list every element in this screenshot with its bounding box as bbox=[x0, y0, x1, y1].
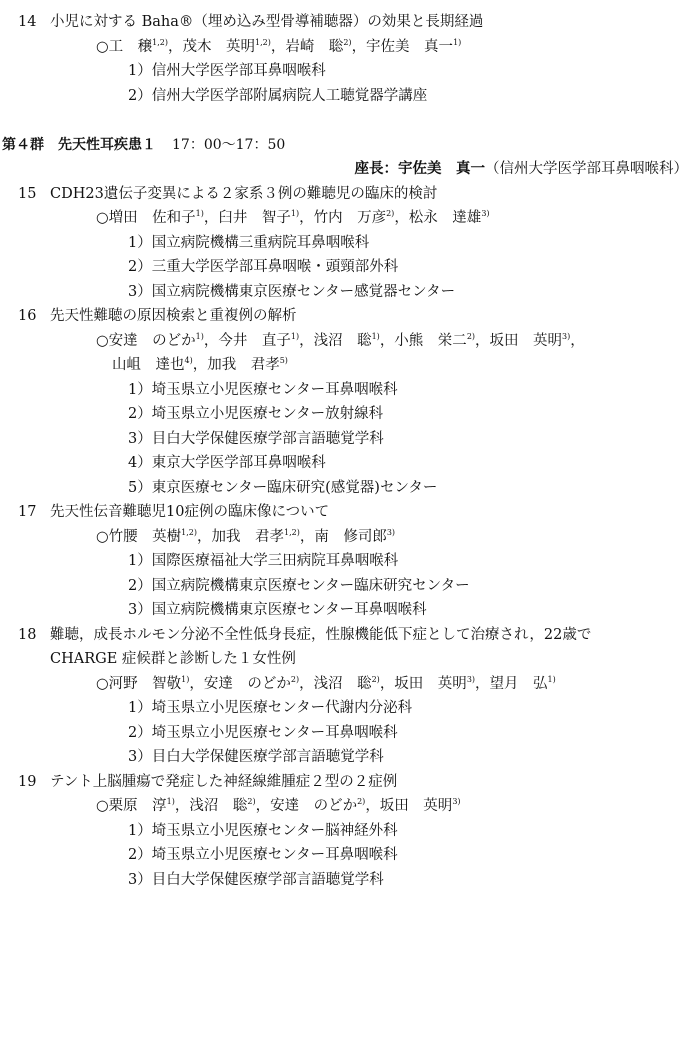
author-name: ，臼井 智子 bbox=[203, 210, 291, 226]
author-name: ，坂田 英明 bbox=[365, 798, 453, 814]
presentation-number: 14 bbox=[18, 14, 37, 30]
session-time: 17：00〜17：50 bbox=[172, 136, 286, 153]
author-name: ○工 穣 bbox=[96, 38, 153, 55]
author-name: ，浅沼 聡 bbox=[174, 798, 248, 814]
author-line bbox=[0, 794, 700, 819]
affiliation: 4）東京大学医学部耳鼻咽喉科 bbox=[128, 455, 326, 471]
presentation-title bbox=[0, 623, 700, 648]
affiliation: 2）信州大学医学部附属病院人工聴覚器学講座 bbox=[128, 87, 428, 104]
author-name: ，小熊 栄二 bbox=[379, 332, 467, 349]
author-name: ，南 修司郎 bbox=[299, 528, 387, 545]
affiliation-marker: 2) bbox=[466, 331, 476, 341]
affiliation: 2）国立病院機構東京医療センター臨床研究センター bbox=[128, 577, 470, 594]
affiliation-marker: 3) bbox=[452, 797, 461, 806]
affiliation: 3）目白大学保健医療学部言語聴覚学科 bbox=[128, 430, 384, 447]
presentation-title-text: 先天性伝音難聴児10症例の臨床像について bbox=[50, 504, 330, 520]
program-page bbox=[0, 10, 700, 892]
presentation-number: 18 bbox=[18, 626, 37, 643]
presentation-title bbox=[0, 500, 700, 525]
author-separator: ， bbox=[570, 332, 585, 349]
affiliation: 2）埼玉県立小児医療センター放射線科 bbox=[128, 406, 384, 422]
presentation-number: 16 bbox=[18, 308, 37, 324]
presentation-title-continued: CHARGE 症候群と診断した１女性例 bbox=[50, 651, 296, 667]
affiliation: 5）東京医療センター臨床研究(感覚器)センター bbox=[128, 479, 438, 496]
author-name: ，岩崎 聡 bbox=[270, 38, 344, 55]
affiliation: 3）目白大学保健医療学部言語聴覚学科 bbox=[128, 749, 384, 765]
affiliation: 3）目白大学保健医療学部言語聴覚学科 bbox=[128, 871, 384, 888]
presentation-title bbox=[0, 10, 700, 35]
author-line bbox=[0, 206, 700, 231]
author-name: ，安達 のどか bbox=[255, 798, 358, 814]
affiliation-marker: 2) bbox=[371, 674, 380, 684]
affiliation-marker: 1,2) bbox=[152, 37, 168, 47]
affiliation: 2）埼玉県立小児医療センター耳鼻咽喉科 bbox=[128, 724, 398, 741]
chair-label: 座長：宇佐美 真一 bbox=[354, 161, 485, 177]
affiliation-marker: 1) bbox=[371, 331, 380, 341]
affiliation: 2）埼玉県立小児医療センター耳鼻咽喉科 bbox=[128, 847, 398, 863]
presentation-title-text: 小児に対する Baha®（埋め込み型骨導補聴器）の効果と長期経過 bbox=[50, 14, 484, 30]
affiliation-marker: 4) bbox=[184, 356, 193, 365]
affiliation-marker: 3) bbox=[386, 527, 396, 537]
author-name: ，松永 達雄 bbox=[394, 210, 482, 226]
affiliation-marker: 1) bbox=[547, 674, 556, 684]
author-line bbox=[0, 353, 700, 378]
affiliation-marker: 1) bbox=[290, 209, 300, 218]
author-line bbox=[0, 672, 700, 697]
affiliation-marker: 1,2) bbox=[181, 527, 197, 537]
affiliation-marker: 3) bbox=[481, 209, 490, 218]
presentation-title-text: 難聴，成長ホルモン分泌不全性低身長症，性腺機能低下症として治療され，22歳で bbox=[50, 626, 592, 643]
author-name: ，今井 直子 bbox=[203, 332, 291, 349]
affiliation: 1）国立病院機構三重病院耳鼻咽喉科 bbox=[128, 234, 370, 251]
affiliation-marker: 1) bbox=[195, 209, 204, 218]
author-name: ，加我 君孝 bbox=[197, 528, 284, 545]
affiliation: 1）埼玉県立小児医療センター代謝内分泌科 bbox=[128, 700, 413, 716]
affiliation: 1）国際医療福祉大学三田病院耳鼻咽喉科 bbox=[128, 553, 399, 569]
affiliation: 3）国立病院機構東京医療センター耳鼻咽喉科 bbox=[128, 602, 427, 618]
presentation-number: 15 bbox=[18, 185, 37, 202]
author-line bbox=[0, 329, 700, 354]
affiliation-marker: 1) bbox=[453, 37, 462, 47]
presentation-title bbox=[0, 304, 700, 329]
presentation-title bbox=[0, 182, 700, 207]
affiliation-marker: 3) bbox=[466, 674, 476, 684]
author-name: ，浅沼 聡 bbox=[299, 332, 372, 349]
author-name: 山岨 達也 bbox=[112, 357, 185, 373]
author-name: ，坂田 英明 bbox=[379, 675, 467, 692]
author-name: ，竹内 万彦 bbox=[299, 210, 387, 226]
affiliation-marker: 2) bbox=[343, 37, 352, 47]
presentation-number: 17 bbox=[18, 504, 37, 520]
presentation-title-text: CDH23遺伝子変異による２家系３例の難聴児の臨床的検討 bbox=[50, 185, 438, 202]
affiliation-marker: 1,2) bbox=[284, 527, 300, 537]
affiliation-marker: 2) bbox=[357, 797, 366, 806]
author-name: ○増田 佐和子 bbox=[96, 210, 196, 226]
presentation-title-text: テント上脳腫瘍で発症した神経線維腫症２型の２症例 bbox=[50, 773, 398, 790]
author-name: ，宇佐美 真一 bbox=[351, 38, 454, 55]
session-chair bbox=[0, 157, 700, 182]
session-header bbox=[0, 133, 700, 158]
author-line bbox=[0, 525, 700, 550]
author-name: ○竹腰 英樹 bbox=[96, 528, 182, 545]
affiliation-marker: 5) bbox=[279, 356, 288, 365]
affiliation: 3）国立病院機構東京医療センター感覚器センター bbox=[128, 283, 456, 300]
author-name: ，望月 弘 bbox=[475, 675, 548, 692]
affiliation-marker: 1,2) bbox=[255, 37, 271, 47]
author-name: ○河野 智敬 bbox=[96, 675, 182, 692]
affiliation: 1）埼玉県立小児医療センター耳鼻咽喉科 bbox=[128, 381, 398, 398]
affiliation-marker: 1) bbox=[166, 797, 175, 806]
author-name: ，茂木 英明 bbox=[168, 38, 255, 55]
affiliation: 1）埼玉県立小児医療センター脳神経外科 bbox=[128, 822, 398, 839]
affiliation-marker: 2) bbox=[386, 209, 395, 218]
author-name: ，加我 君孝 bbox=[192, 357, 280, 373]
presentation-title-text: 先天性難聴の原因検索と重複例の解析 bbox=[50, 308, 297, 324]
author-name: ○栗原 淳 bbox=[96, 798, 167, 814]
affiliation-marker: 3) bbox=[562, 331, 571, 341]
affiliation-marker: 1) bbox=[195, 331, 204, 341]
chair-affiliation: （信州大学医学部耳鼻咽喉科） bbox=[485, 161, 688, 177]
affiliation-marker: 1) bbox=[181, 674, 190, 684]
affiliation: 1）信州大学医学部耳鼻咽喉科 bbox=[128, 63, 326, 79]
author-name: ，坂田 英明 bbox=[475, 332, 563, 349]
affiliation-marker: 1) bbox=[290, 331, 300, 341]
author-line bbox=[0, 35, 700, 60]
author-name: ，浅沼 聡 bbox=[299, 675, 372, 692]
author-name: ○安達 のどか bbox=[96, 332, 196, 349]
presentation-title bbox=[0, 770, 700, 795]
affiliation-marker: 2) bbox=[247, 797, 256, 806]
presentation-number: 19 bbox=[18, 773, 37, 790]
affiliation: 2）三重大学医学部耳鼻咽喉・頭頸部外科 bbox=[128, 259, 399, 275]
session-label: 第４群 先天性耳疾患１ bbox=[2, 136, 156, 153]
author-name: ，安達 のどか bbox=[189, 675, 291, 692]
affiliation-marker: 2) bbox=[290, 674, 300, 684]
